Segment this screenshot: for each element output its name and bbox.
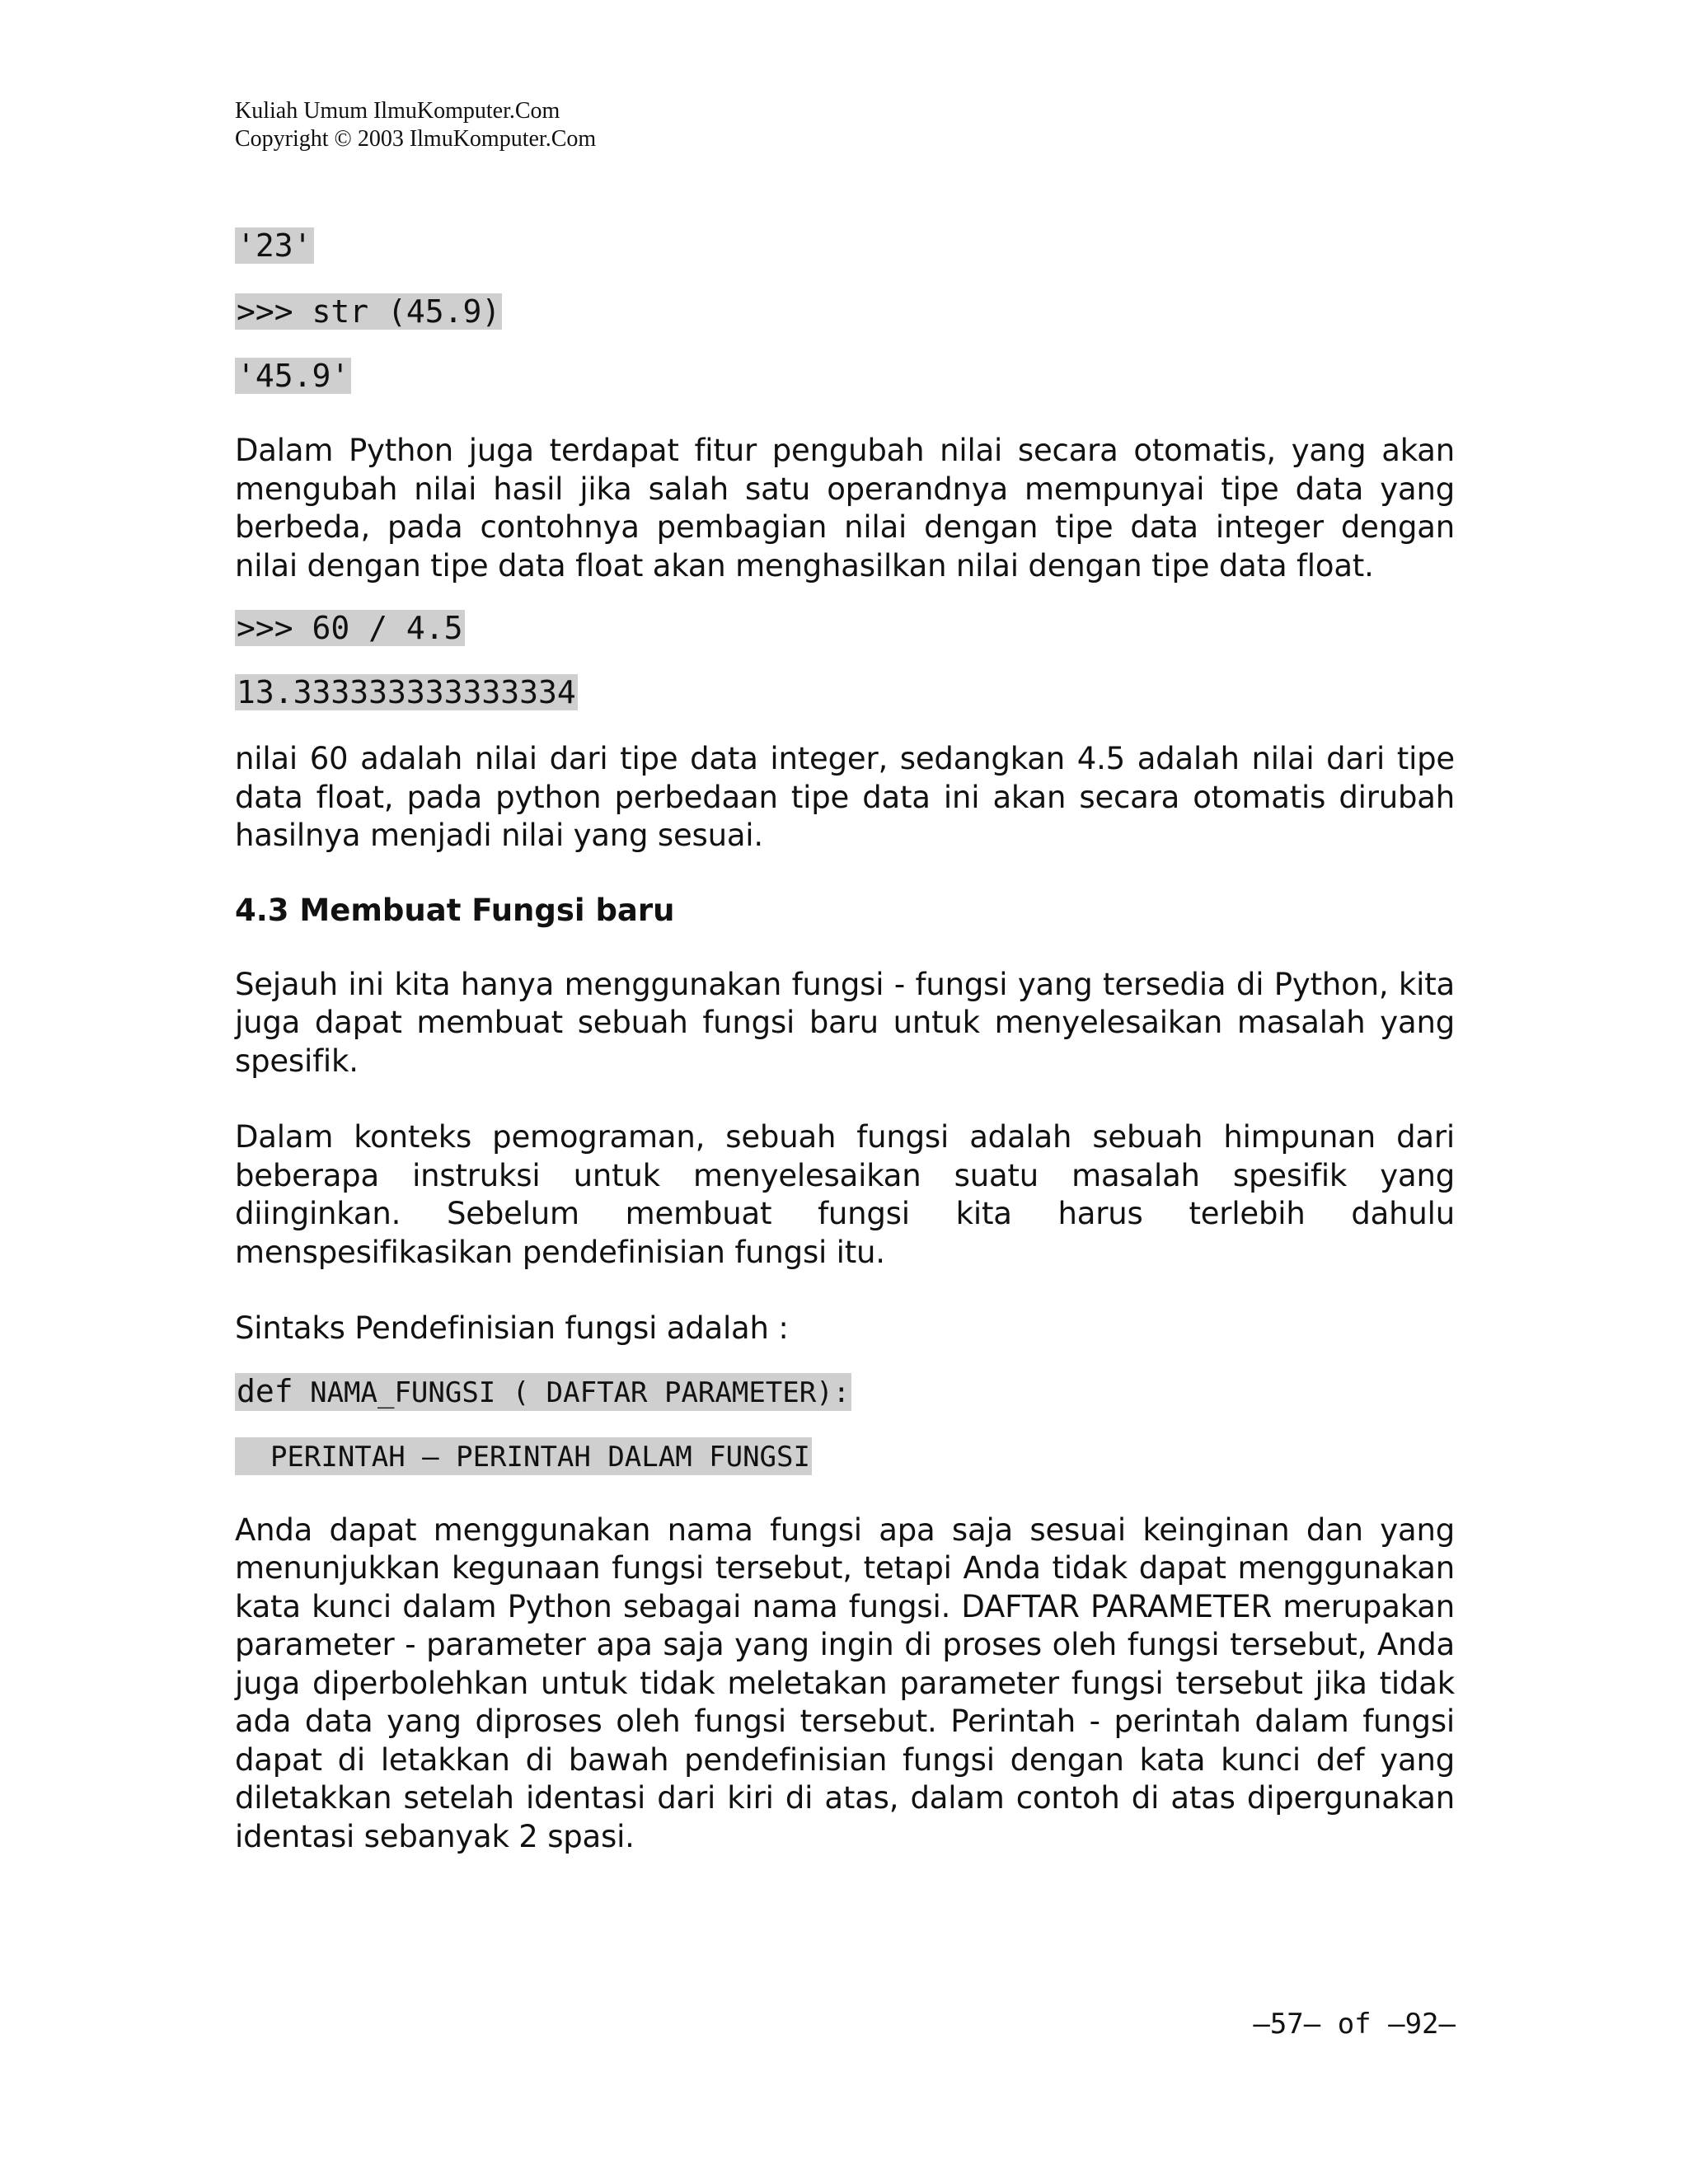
header-copyright: Copyright © 2003 IlmuKomputer.Com <box>235 126 597 152</box>
page-header <box>235 97 596 153</box>
paragraph-syntax-intro: Sintaks Pendefinisian fungsi adalah : <box>235 1310 789 1346</box>
paragraph-auto-conversion: Dalam Python juga terdapat fitur pengubah nilai secara otomatis, yang akan mengubah nilai hasil jika salah satu operandnya mempunyai tipe data yang berbeda, pada contohnya pembagian nilai dengan tipe data integer dengan nilai dengan tipe data float akan menghasilkan nilai dengan tipe data float. <box>235 433 1455 583</box>
section-heading: 4.3 Membuat Fungsi baru <box>235 892 675 928</box>
code-def-line <box>235 1373 851 1411</box>
code-line <box>235 610 1455 651</box>
paragraph-function-naming: Anda dapat menggunakan nama fungsi apa saja sesuai keinginan dan yang menunjukkan kegunaan fungsi tersebut, tetapi Anda tidak dapat menggunakan kata kunci dalam Python sebagai nama fungsi. DAFTAR PARAMETER merupakan parameter - parameter apa saja yang ingin di proses oleh fungsi tersebut, Anda juga diperbolehkan untuk tidak meletakan parameter fungsi tersebut jika tidak ada data yang diproses oleh fungsi tersebut. Perintah - perintah dalam fungsi dapat di letakkan di bawah pendefinisian fungsi dengan kata kunci def yang diletakkan setelah identasi dari kiri di atas, dalam contoh di atas dipergunakan identasi sebanyak 2 spasi. <box>235 1511 1455 1854</box>
paragraph-integer-float: nilai 60 adalah nilai dari tipe data integer, sedangkan 4.5 adalah nilai dari tipe data float, pada python perbedaan tipe data ini akan secara otomatis dirubah hasilnya menjadi nilai yang sesuai. <box>235 741 1455 853</box>
paragraph-function-definition: Dalam konteks pemograman, sebuah fungsi adalah sebuah himpunan dari beberapa instruksi untuk menyelesaikan suatu masalah spesifik yang diinginkan. Sebelum membuat fungsi kita harus terlebih dahulu menspesifikasikan pendefinisian fungsi itu. <box>235 1119 1455 1270</box>
code-input-str: >>> str (45.9) <box>237 293 501 330</box>
code-line <box>235 227 1455 269</box>
page-number: –57– of –92– <box>1253 2008 1456 2041</box>
paragraph-new-function: Sejauh ini kita hanya menggunakan fungsi - fungsi yang tersedia di Python, kita juga dapat membuat sebuah fungsi baru untuk menyelesaikan masalah yang spesifik. <box>235 966 1455 1079</box>
code-line <box>235 293 1455 335</box>
header-course-title: Kuliah Umum IlmuKomputer.Com <box>235 98 560 124</box>
page-content <box>235 227 1455 1856</box>
code-line <box>235 1373 1455 1414</box>
code-body-text: PERINTAH – PERINTAH DALAM FUNGSI <box>237 1440 810 1474</box>
code-def-signature: NAMA_FUNGSI ( DAFTAR PARAMETER): <box>293 1376 851 1409</box>
code-line <box>235 1437 1455 1479</box>
code-line <box>235 674 1455 715</box>
code-input-division: >>> 60 / 4.5 <box>237 610 463 646</box>
code-line <box>235 358 1455 399</box>
code-output-division: 13.333333333333334 <box>237 674 576 710</box>
code-keyword-def: def <box>237 1372 293 1409</box>
code-output-45-9: '45.9' <box>237 358 350 394</box>
code-output-23: '23' <box>237 227 312 264</box>
code-body-line <box>235 1437 812 1475</box>
